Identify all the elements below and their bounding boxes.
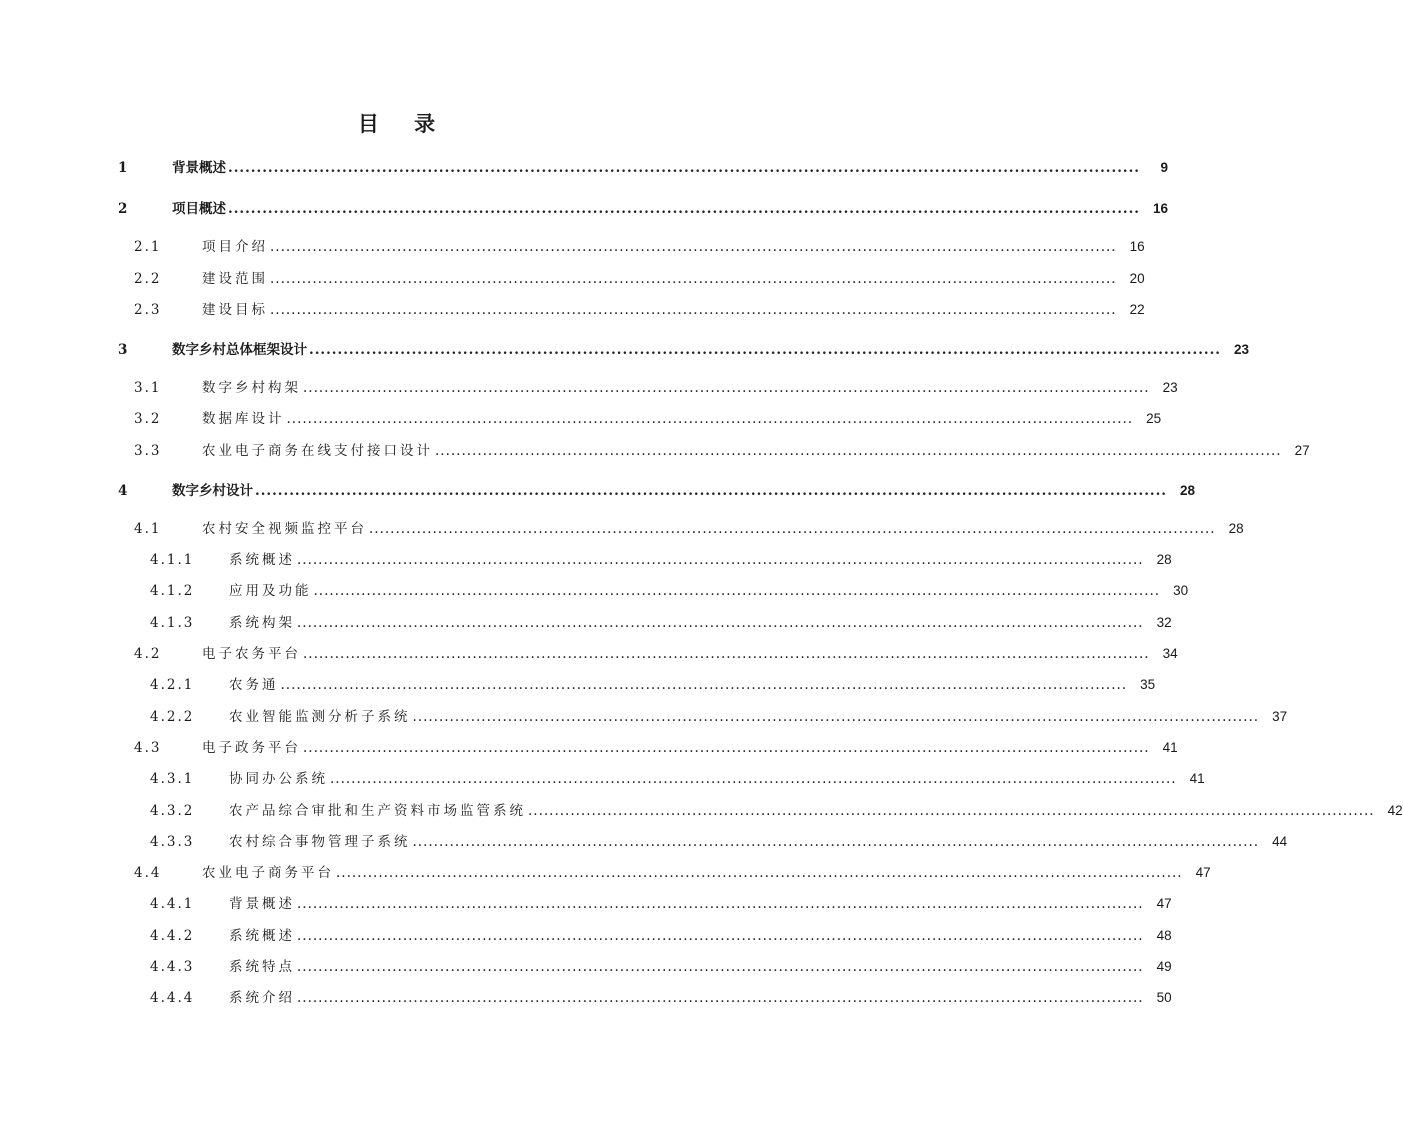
- toc-entry-page-number: 48: [1156, 928, 1172, 943]
- toc-leader-dots: ................................................................................................................................................................: [435, 443, 1282, 459]
- toc-entry-page-number: 34: [1162, 646, 1178, 661]
- toc-leader-dots: ................................................................................................................................................................: [228, 160, 1140, 176]
- toc-entry-page-number: 47: [1156, 896, 1172, 911]
- toc-leader-dots: ................................................................................................................................................................: [297, 928, 1144, 944]
- toc-entry-number: 4.1: [134, 521, 162, 537]
- toc-entry-number: 4.2: [134, 646, 162, 662]
- toc-entry[interactable]: [0, 643, 1178, 665]
- toc-entry-label: 农产品综合审批和生产资料市场监管系统: [229, 803, 526, 819]
- toc-entry-page-number: 42: [1387, 803, 1403, 818]
- toc-entry[interactable]: [0, 956, 1172, 978]
- toc-entry-page-number: 25: [1146, 411, 1162, 426]
- toc-entry-number: 4.4.3: [150, 959, 195, 975]
- toc-entry-page-number: 23: [1162, 380, 1178, 395]
- toc-entry-page-number: 28: [1179, 483, 1195, 498]
- toc-entry-label: 背景概述: [172, 160, 226, 176]
- toc-leader-dots: ................................................................................................................................................................: [297, 552, 1144, 568]
- toc-leader-dots: ................................................................................................................................................................: [297, 896, 1144, 912]
- toc-entry-label: 系统概述: [229, 552, 295, 568]
- toc-entry[interactable]: [0, 925, 1172, 947]
- toc-entry-page-number: 28: [1228, 521, 1244, 536]
- toc-entry-page-number: 44: [1272, 834, 1288, 849]
- toc-entry[interactable]: [0, 549, 1172, 571]
- toc-entry-label: 项目介绍: [202, 239, 268, 255]
- toc-entry[interactable]: [0, 518, 1244, 540]
- toc-entry-page-number: 47: [1195, 865, 1211, 880]
- toc-entry-label: 建设范围: [202, 271, 268, 287]
- toc-entry-page-number: 16: [1129, 239, 1145, 254]
- toc-leader-dots: ................................................................................................................................................................: [255, 483, 1167, 499]
- toc-entry-page-number: 37: [1272, 709, 1288, 724]
- toc-entry[interactable]: [0, 377, 1178, 399]
- toc-entry-label: 数字乡村构架: [202, 380, 301, 396]
- toc-leader-dots: ................................................................................................................................................................: [303, 740, 1150, 756]
- toc-entry-number: 4.3: [134, 740, 162, 756]
- toc-entry-label: 电子政务平台: [202, 740, 301, 756]
- toc-leader-dots: ................................................................................................................................................................: [412, 709, 1260, 725]
- toc-entry-label: 农村安全视频监控平台: [202, 521, 367, 537]
- toc-entry[interactable]: [0, 831, 1288, 853]
- toc-title: 目 录: [357, 111, 450, 136]
- toc-entry-label: 系统特点: [229, 959, 295, 975]
- toc-entry-number: 4.3.2: [150, 803, 195, 819]
- toc-entry[interactable]: [0, 480, 1195, 502]
- toc-entry-label: 农村综合事物管理子系统: [229, 834, 411, 850]
- toc-entry[interactable]: [0, 768, 1205, 790]
- toc-entry-page-number: 41: [1162, 740, 1178, 755]
- toc-entry-label: 系统介绍: [229, 990, 295, 1006]
- toc-entry-number: 4.1.2: [150, 583, 195, 599]
- toc-entry[interactable]: [0, 408, 1162, 430]
- toc-leader-dots: ................................................................................................................................................................: [313, 583, 1161, 599]
- toc-entry[interactable]: [0, 737, 1178, 759]
- toc-leader-dots: ................................................................................................................................................................: [297, 959, 1144, 975]
- toc-entry-label: 项目概述: [172, 201, 226, 217]
- toc-entry-number: 3.1: [134, 380, 162, 396]
- toc-entry-page-number: 41: [1189, 771, 1205, 786]
- toc-entry[interactable]: [0, 580, 1189, 602]
- toc-entry-page-number: 30: [1173, 583, 1189, 598]
- toc-entry-label: 建设目标: [202, 302, 268, 318]
- toc-entry[interactable]: [0, 198, 1168, 220]
- toc-entry-label: 农务通: [229, 677, 279, 693]
- toc-entry-label: 系统构架: [229, 615, 295, 631]
- toc-entry[interactable]: [0, 612, 1172, 634]
- toc-entry-number: 4.4: [134, 865, 162, 881]
- toc-entry-number: 3: [118, 342, 128, 358]
- toc-entry-number: 3.2: [134, 411, 162, 427]
- toc-entry-page-number: 27: [1294, 443, 1310, 458]
- toc-leader-dots: ................................................................................................................................................................: [309, 342, 1221, 358]
- toc-entry-number: 4.3.1: [150, 771, 195, 787]
- toc-entry[interactable]: [0, 157, 1168, 179]
- toc-entry[interactable]: [0, 674, 1156, 696]
- toc-entry-page-number: 32: [1156, 615, 1172, 630]
- toc-entry-number: 2.3: [134, 302, 162, 318]
- toc-entry-page-number: 20: [1129, 271, 1145, 286]
- toc-leader-dots: ................................................................................................................................................................: [528, 803, 1375, 819]
- toc-leader-dots: ................................................................................................................................................................: [336, 865, 1183, 881]
- toc-entry-label: 农业电子商务在线支付接口设计: [202, 443, 433, 459]
- toc-entry-number: 4.4.1: [150, 896, 195, 912]
- toc-leader-dots: ................................................................................................................................................................: [369, 521, 1216, 537]
- toc-entry-page-number: 16: [1152, 201, 1168, 216]
- toc-entry-number: 3.3: [134, 443, 162, 459]
- toc-entry-label: 系统概述: [229, 928, 295, 944]
- toc-leader-dots: ................................................................................................................................................................: [270, 239, 1117, 255]
- toc-entry-page-number: 28: [1156, 552, 1172, 567]
- toc-entry-number: 4: [118, 483, 128, 499]
- toc-entry[interactable]: [0, 800, 1403, 822]
- toc-entry-page-number: 49: [1156, 959, 1172, 974]
- toc-entry[interactable]: [0, 862, 1211, 884]
- toc-leader-dots: ................................................................................................................................................................: [286, 411, 1134, 427]
- toc-leader-dots: ................................................................................................................................................................: [228, 201, 1140, 217]
- toc-entry-page-number: 9: [1160, 160, 1168, 175]
- toc-entry-label: 应用及功能: [229, 583, 312, 599]
- toc-entry[interactable]: [0, 268, 1145, 290]
- toc-entry-label: 农业智能监测分析子系统: [229, 709, 411, 725]
- toc-entry-label: 协同办公系统: [229, 771, 328, 787]
- toc-entry[interactable]: [0, 339, 1249, 361]
- toc-leader-dots: ................................................................................................................................................................: [270, 271, 1117, 287]
- toc-entry-number: 2: [118, 201, 128, 217]
- toc-entry-number: 4.2.2: [150, 709, 195, 725]
- toc-entry-number: 4.3.3: [150, 834, 195, 850]
- toc-entry-number: 4.4.4: [150, 990, 195, 1006]
- toc-leader-dots: ................................................................................................................................................................: [412, 834, 1260, 850]
- toc-entry-number: 4.4.2: [150, 928, 195, 944]
- toc-entry[interactable]: [0, 236, 1145, 258]
- toc-leader-dots: ................................................................................................................................................................: [280, 677, 1128, 693]
- toc-entry[interactable]: [0, 987, 1172, 1009]
- toc-entry[interactable]: [0, 299, 1145, 321]
- toc-entry-label: 背景概述: [229, 896, 295, 912]
- toc-entry-number: 4.2.1: [150, 677, 195, 693]
- toc-entry-number: 1: [118, 160, 128, 176]
- toc-entry-label: 数据库设计: [202, 411, 285, 427]
- toc-entry-label: 数字乡村总体框架设计: [172, 342, 307, 358]
- toc-leader-dots: ................................................................................................................................................................: [330, 771, 1177, 787]
- toc-entry-label: 农业电子商务平台: [202, 865, 334, 881]
- toc-leader-dots: ................................................................................................................................................................: [270, 302, 1117, 318]
- toc-entry-number: 4.1.3: [150, 615, 195, 631]
- toc-leader-dots: ................................................................................................................................................................: [297, 990, 1144, 1006]
- toc-entry-label: 电子农务平台: [202, 646, 301, 662]
- toc-leader-dots: ................................................................................................................................................................: [303, 646, 1150, 662]
- toc-entry-number: 2.2: [134, 271, 162, 287]
- toc-entry-number: 2.1: [134, 239, 162, 255]
- toc-entry[interactable]: [0, 893, 1172, 915]
- toc-entry[interactable]: [0, 440, 1310, 462]
- toc-entry-page-number: 23: [1233, 342, 1249, 357]
- toc-entry-label: 数字乡村设计: [172, 483, 253, 499]
- toc-leader-dots: ................................................................................................................................................................: [303, 380, 1150, 396]
- toc-entry-page-number: 50: [1156, 990, 1172, 1005]
- toc-entry-number: 4.1.1: [150, 552, 195, 568]
- toc-entry-page-number: 35: [1140, 677, 1156, 692]
- toc-leader-dots: ................................................................................................................................................................: [297, 615, 1144, 631]
- toc-entry-page-number: 22: [1129, 302, 1145, 317]
- toc-entry[interactable]: [0, 706, 1288, 728]
